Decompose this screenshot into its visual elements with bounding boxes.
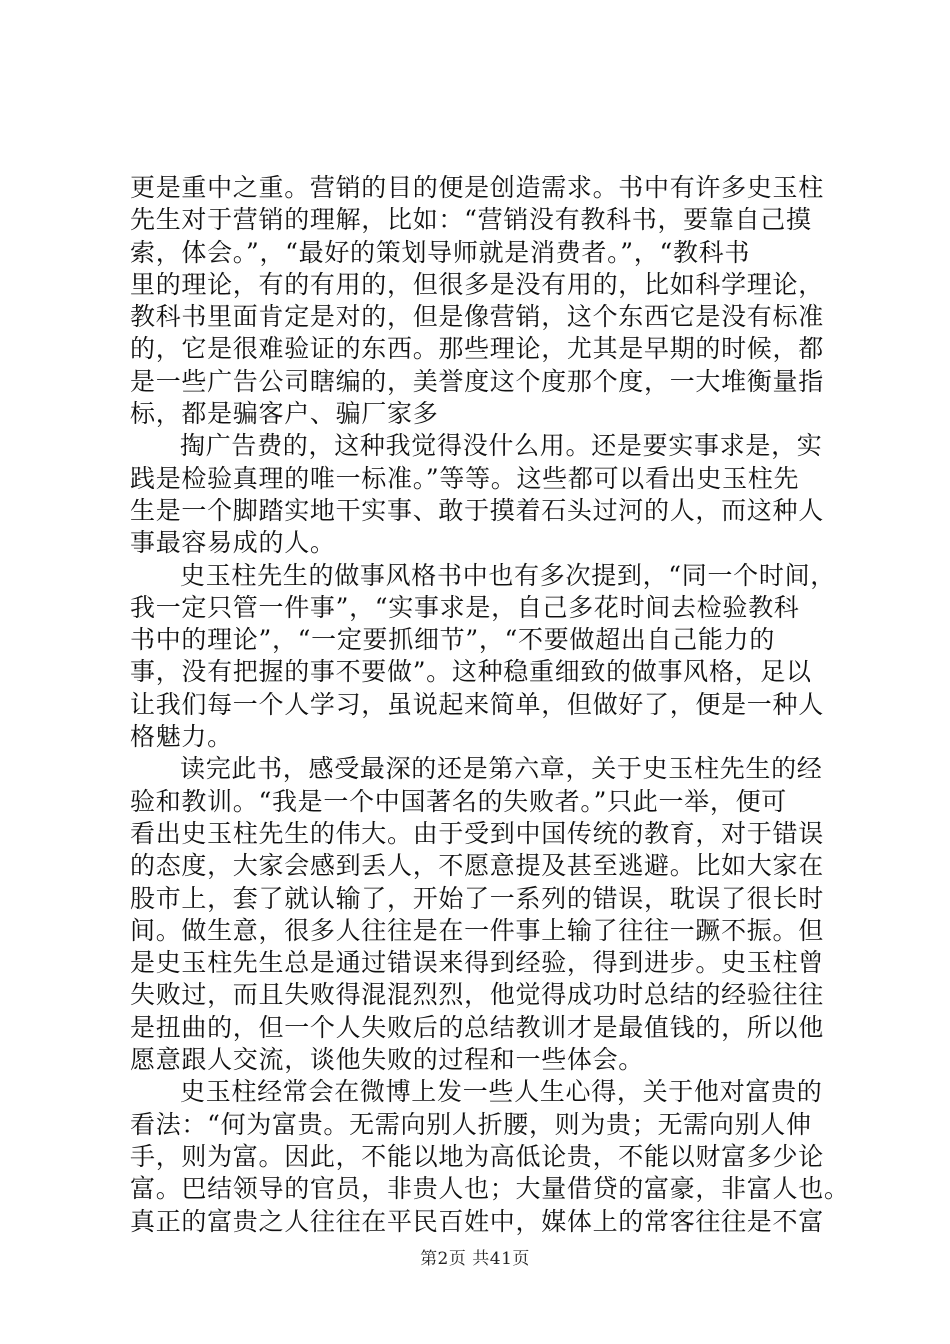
text-line: 间。做生意，很多人往往是在一件事上输了往往一蹶不振。但 [130, 915, 824, 945]
text-line: 索，体会。”，“最好的策划导师就是消费者。”，“教科书 [130, 237, 751, 267]
text-line: 生是一个脚踏实地干实事、敢于摸着石头过河的人，而这种人 [130, 495, 824, 525]
text-line: 掏广告费的，这种我觉得没什么用。还是要实事求是，实 [180, 431, 823, 461]
text-line: 是扭曲的，但一个人失败后的总结教训才是最值钱的，所以他 [130, 1012, 824, 1042]
paragraph-3 [130, 560, 836, 754]
text-line: 史玉柱先生的做事风格书中也有多次提到，“同一个时间， [180, 560, 836, 590]
text-line: 里的理论，有的有用的，但很多是没有用的，比如科学理论， [130, 269, 824, 299]
paragraph-5 [130, 1076, 850, 1237]
text-line: 事，没有把握的事不要做”。这种稳重细致的做事风格，足以 [130, 657, 812, 687]
paragraph-4 [130, 753, 830, 1076]
text-line: 是史玉柱先生总是通过错误来得到经验，得到进步。史玉柱曾 [130, 948, 824, 978]
document-body [130, 172, 850, 1238]
text-line: 我一定只管一件事”，“实事求是，自己多花时间去检验教科 [130, 592, 800, 622]
text-line: 是一些广告公司瞎编的，美誉度这个度那个度，一大堆衡量指 [130, 366, 824, 396]
text-line: 手，则为富。因此，不能以地为高低论贵，不能以财富多少论 [130, 1141, 824, 1171]
text-line: 教科书里面肯定是对的，但是像营销，这个东西它是没有标准 [130, 302, 824, 332]
text-line: 真正的富贵之人往往在平民百姓中，媒体上的常客往往是不富 [130, 1206, 824, 1236]
text-line: 股市上，套了就认输了，开始了一系列的错误，耽误了很长时 [130, 883, 824, 913]
text-line: 践是检验真理的唯一标准。”等等。这些都可以看出史玉柱先 [130, 463, 800, 493]
text-line: 更是重中之重。营销的目的便是创造需求。书中有许多史玉柱 [130, 173, 824, 202]
text-line: 格魅力。 [130, 722, 233, 752]
text-line: 书中的理论”，“一定要抓细节”，“不要做超出自己能力的 [130, 625, 776, 655]
text-line: 让我们每一个人学习，虽说起来简单，但做好了，便是一种人 [130, 689, 824, 719]
text-line: 看出史玉柱先生的伟大。由于受到中国传统的教育，对于错误 [130, 818, 824, 848]
text-line: 的，它是很难验证的东西。那些理论，尤其是早期的时候，都 [130, 334, 824, 364]
page-number-footer: 第2页 共41页 [420, 1249, 530, 1269]
text-line: 事最容易成的人。 [130, 528, 336, 558]
text-line: 愿意跟人交流，谈他失败的过程和一些体会。 [130, 1045, 645, 1075]
text-line: 读完此书，感受最深的还是第六章，关于史玉柱先生的经 [180, 754, 823, 784]
text-line: 先生对于营销的理解，比如：“营销没有教科书，要靠自己摸 [130, 205, 812, 235]
text-line: 史玉柱经常会在微博上发一些人生心得，关于他对富贵的 [180, 1077, 823, 1107]
paragraph-2 [130, 430, 830, 559]
text-line: 的态度，大家会感到丢人，不愿意提及甚至逃避。比如大家在 [130, 851, 824, 881]
paragraph-1 [130, 172, 830, 430]
text-line: 富。巴结领导的官员，非贵人也；大量借贷的富豪，非富人也。 [130, 1174, 850, 1204]
text-line: 看法：“何为富贵。无需向别人折腰，则为贵；无需向别人伸 [130, 1109, 812, 1139]
text-line: 验和教训。“我是一个中国著名的失败者。”只此一举，便可 [130, 786, 787, 816]
text-line: 失败过，而且失败得混混烈烈，他觉得成功时总结的经验往往 [130, 980, 824, 1010]
text-line: 标，都是骗客户、骗厂家多 [130, 399, 439, 429]
